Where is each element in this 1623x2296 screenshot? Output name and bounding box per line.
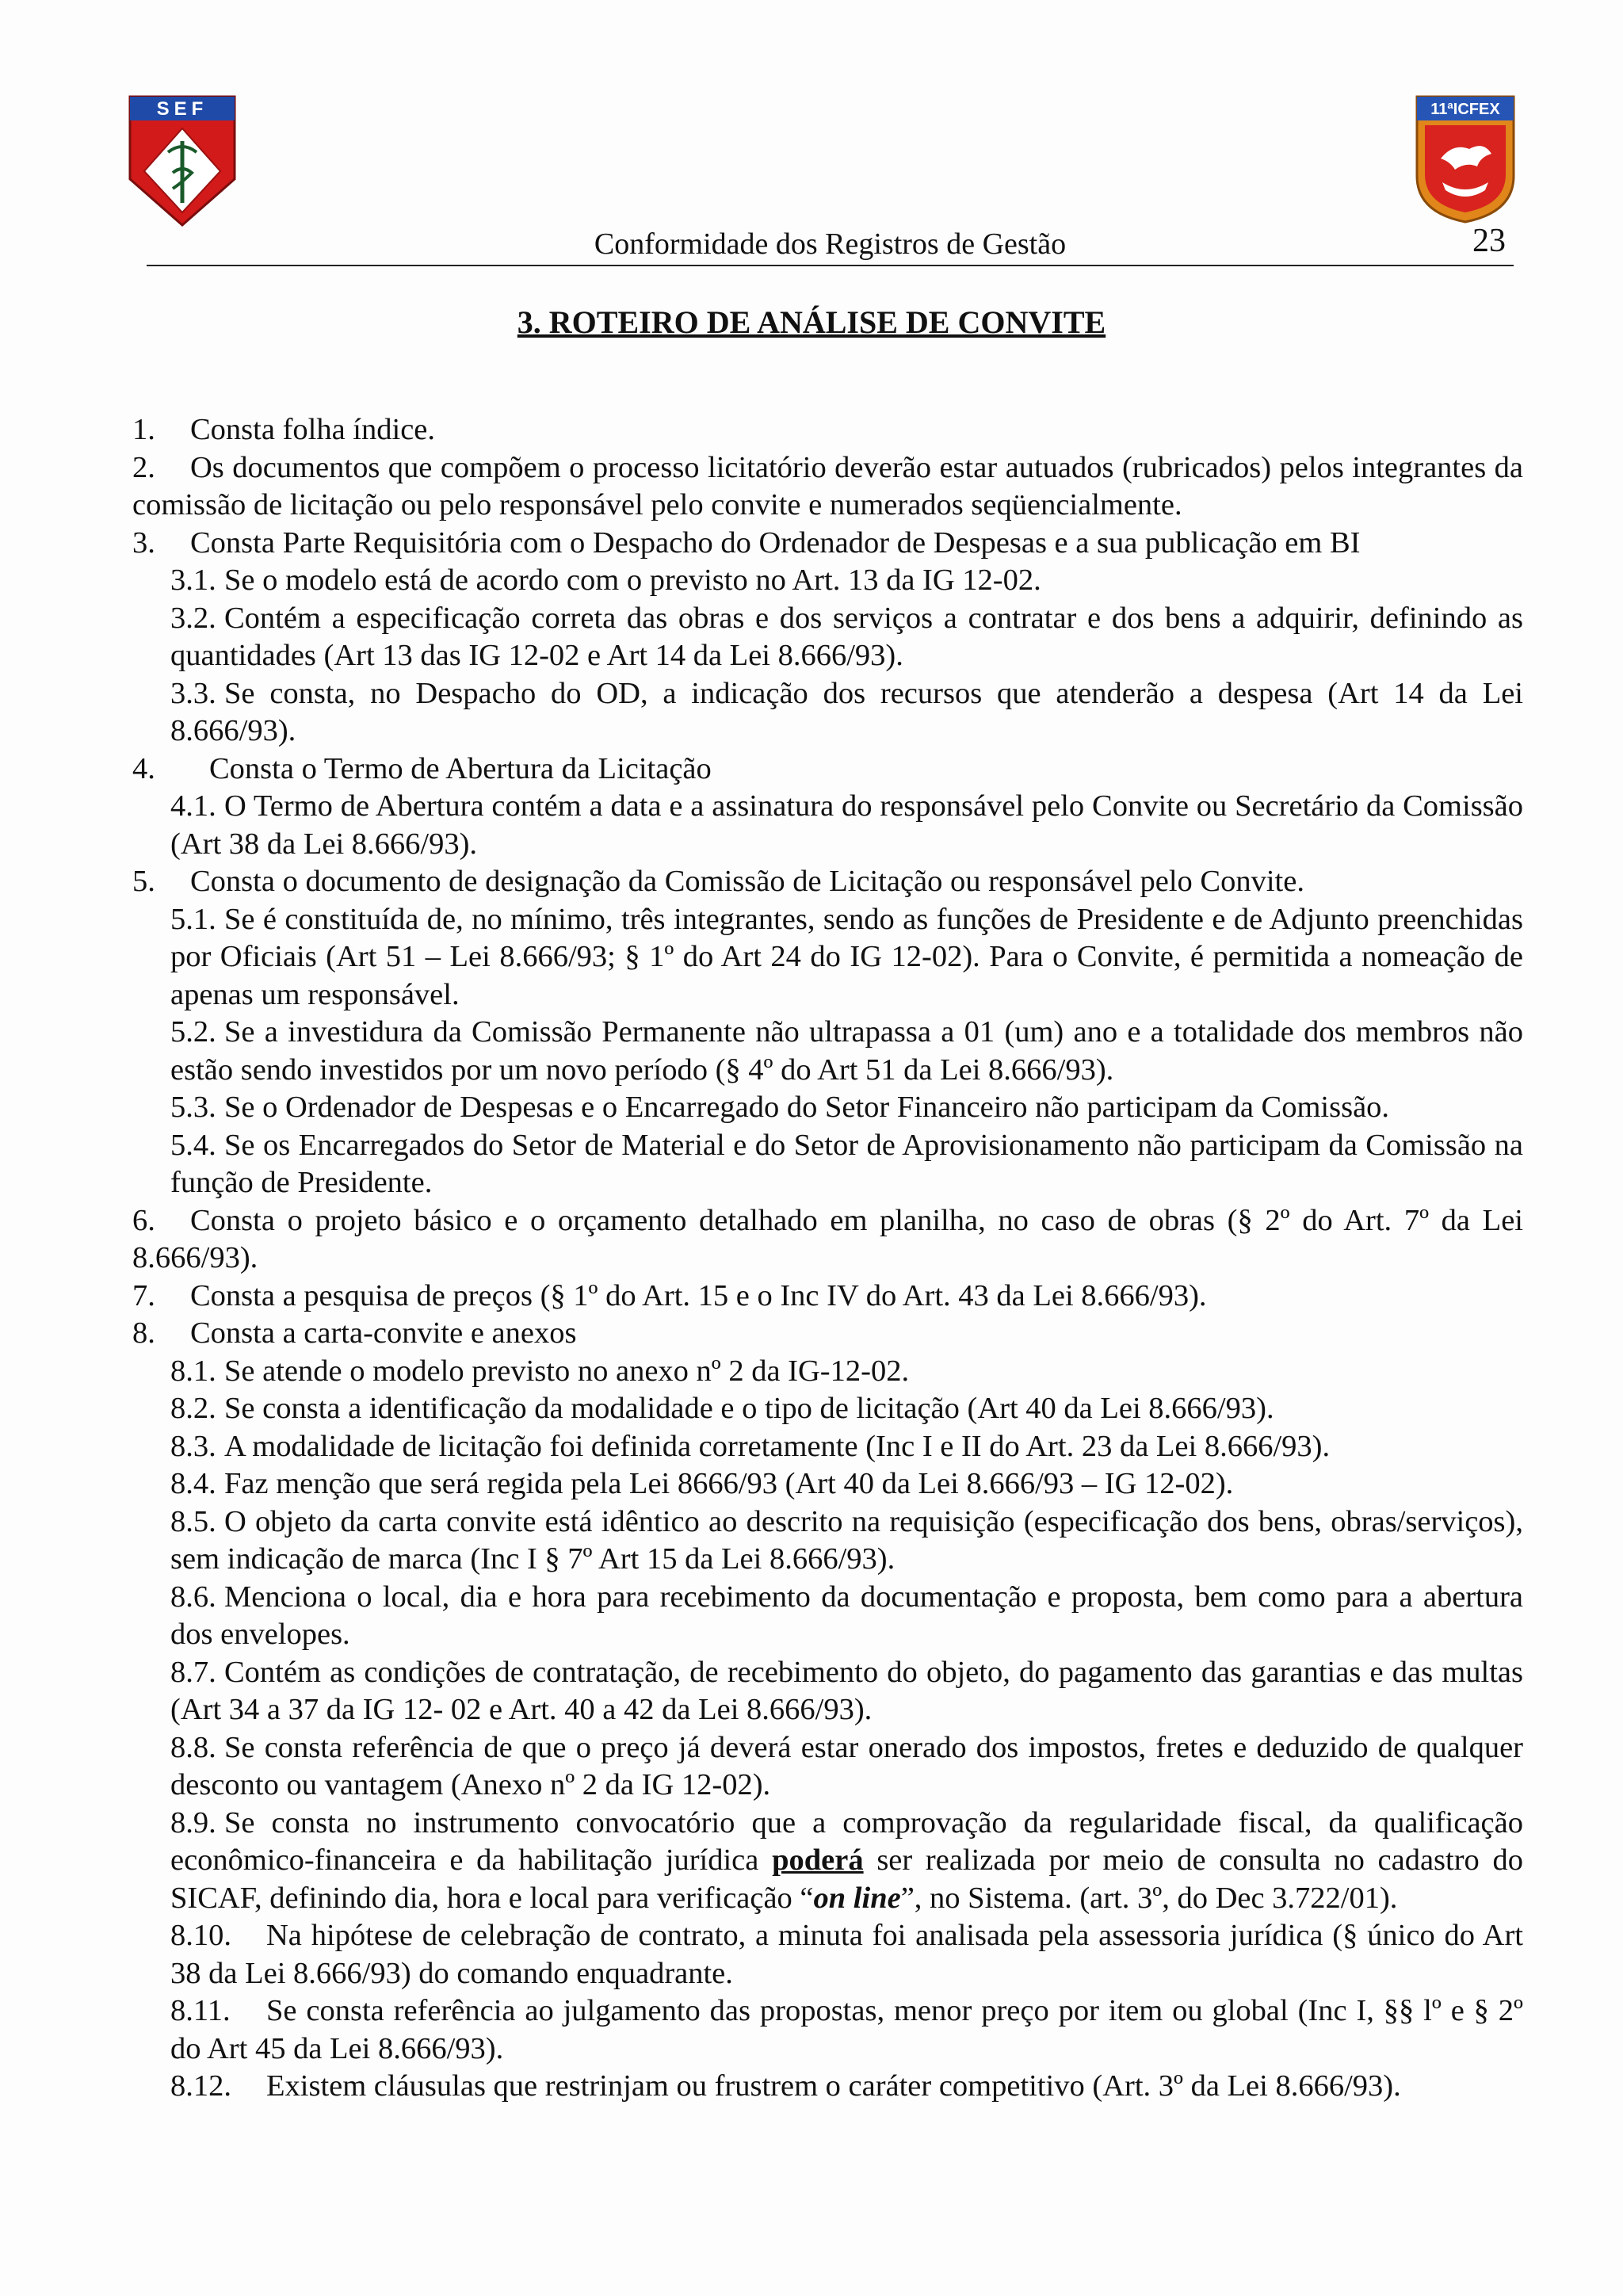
subitem-number: 3.3. — [170, 676, 216, 710]
subitem-text: Faz menção que será regida pela Lei 8666/93 (Art 40 da Lei 8.666/93 – IG 12-02). — [224, 1467, 1234, 1500]
subitem-text: Contém a especificação correta das obras e dos serviços a contratar e dos bens a adquirir, definindo as quantidades (Art 13 das IG 12-02 e Art 14 da Lei 8.666/93). — [170, 601, 1523, 672]
list-subitem — [132, 1805, 1523, 1918]
list-subitem — [132, 1917, 1523, 1992]
list-item — [132, 863, 1523, 901]
item-text: Consta o documento de designação da Comissão de Licitação ou responsável pelo Convite. — [190, 865, 1304, 898]
subitem-number: 8.12. — [170, 2069, 231, 2103]
list-subitem — [132, 1127, 1523, 1202]
subitem-text: Se os Encarregados do Setor de Material e do Setor de Aprovisionamento não participam da Comissão na função de Presidente. — [170, 1128, 1523, 1199]
list-subitem — [132, 901, 1523, 1014]
list-subitem — [132, 562, 1523, 600]
icfex-logo-text: 11ªICFEX — [1430, 101, 1500, 118]
list-subitem — [132, 1428, 1523, 1466]
item-number: 1. — [132, 413, 155, 446]
subitem-text: Se atende o modelo previsto no anexo nº 2 da IG-12-02. — [224, 1354, 910, 1388]
page-number: 23 — [1472, 223, 1506, 259]
list-subitem — [132, 1579, 1523, 1654]
emphasis-podera: poderá — [772, 1843, 864, 1877]
running-title: Conformidade dos Registros de Gestão — [594, 227, 1067, 261]
emphasis-on-line: on line — [813, 1881, 901, 1915]
list-subitem — [132, 1390, 1523, 1428]
subitem-number: 5.3. — [170, 1091, 216, 1124]
item-text: Os documentos que compõem o processo licitatório deverão estar autuados (rubricados) pelos integrantes da comissão de licitação ou pelo responsável pelo convite e numerados seqüencialmente. — [132, 450, 1523, 521]
list-subitem — [132, 1654, 1523, 1729]
item-number: 6. — [132, 1203, 155, 1237]
item-number: 5. — [132, 865, 155, 898]
item-text: Consta o Termo de Abertura da Licitação — [209, 751, 712, 785]
list-subitem — [132, 675, 1523, 751]
item-text: Consta a pesquisa de preços (§ 1º do Art. 15 e o Inc IV do Art. 43 da Lei 8.666/93). — [190, 1278, 1207, 1312]
subitem-text: Se consta referência ao julgamento das propostas, menor preço por item ou global (Inc I, §§ lº e § 2º do Art 45 da Lei 8.666/93). — [170, 1994, 1523, 2065]
subitem-text: O Termo de Abertura contém a data e a assinatura do responsável pelo Convite ou Secretário da Comissão (Art 38 da Lei 8.666/93). — [170, 789, 1523, 861]
subitem-text: Se o Ordenador de Despesas e o Encarregado do Setor Financeiro não participam da Comissão. — [224, 1091, 1390, 1124]
list-subitem — [132, 1992, 1523, 2068]
subitem-number: 4.1. — [170, 789, 216, 823]
subitem-text-a: Se consta no instrumento convocatório que a comprovação da regularidade fiscal, da qualificação econômico-financeira e da habilitação jurídica — [170, 1805, 1523, 1877]
list-item — [132, 411, 1523, 449]
subitem-text: Se a investidura da Comissão Permanente não ultrapassa a 01 (um) ano e a totalidade dos membros não estão sendo investidos por um novo período (§ 4º do Art 51 da Lei 8.666/93). — [170, 1015, 1523, 1087]
list-subitem — [132, 1014, 1523, 1089]
subitem-text: Menciona o local, dia e hora para recebimento da documentação e proposta, bem como para a abertura dos envelopes. — [170, 1580, 1523, 1651]
subitem-text: Se é constituída de, no mínimo, três integrantes, sendo as funções de Presidente e de Adjunto preenchidas por Oficiais (Art 51 – Lei 8.666/93; § 1º do Art 24 do IG 12-02). Para o Convite, é permitida a nomeação de apenas um responsável. — [170, 902, 1523, 1011]
subitem-text: Contém as condições de contratação, de recebimento do objeto, do pagamento das garantias e das multas (Art 34 a 37 da IG 12- 02 e Art. 40 a 42 da Lei 8.666/93). — [170, 1655, 1523, 1726]
list-subitem — [132, 1353, 1523, 1391]
item-number: 3. — [132, 525, 155, 560]
item-number: 7. — [132, 1278, 155, 1312]
item-number: 8. — [132, 1316, 155, 1350]
subitem-text: Se consta a identificação da modalidade e o tipo de licitação (Art 40 da Lei 8.666/93). — [224, 1392, 1274, 1425]
subitem-number: 8.7. — [170, 1655, 216, 1689]
subitem-text: A modalidade de licitação foi definida corretamente (Inc I e II do Art. 23 da Lei 8.666/93). — [224, 1429, 1331, 1463]
list-item — [132, 1202, 1523, 1278]
subitem-number: 8.8. — [170, 1730, 216, 1764]
subitem-number: 8.6. — [170, 1580, 216, 1614]
list-item — [132, 751, 1523, 789]
list-item — [132, 1278, 1523, 1316]
subitem-number: 8.9. — [170, 1805, 216, 1839]
subitem-number: 8.10. — [170, 1919, 231, 1952]
list-subitem — [132, 600, 1523, 675]
item-text: Consta o projeto básico e o orçamento detalhado em planilha, no caso de obras (§ 2º do Art. 7º da Lei 8.666/93). — [132, 1203, 1523, 1274]
sef-logo-text: SEF — [156, 98, 208, 120]
item-number: 4. — [132, 751, 155, 785]
subitem-text: Se consta, no Despacho do OD, a indicação dos recursos que atenderão a despesa (Art 14 da Lei 8.666/93). — [170, 676, 1523, 747]
item-text: Consta folha índice. — [190, 413, 435, 446]
subitem-number: 8.5. — [170, 1504, 216, 1538]
subitem-text: Existem cláusulas que restrinjam ou frustrem o caráter competitivo (Art. 3º da Lei 8.666/93). — [266, 2069, 1401, 2103]
list-subitem — [132, 1503, 1523, 1579]
list-subitem — [132, 2068, 1523, 2106]
item-text: Consta a carta-convite e anexos — [190, 1316, 577, 1350]
checklist — [132, 411, 1523, 2106]
item-text: Consta Parte Requisitória com o Despacho do Ordenador de Despesas e a sua publicação em BI — [190, 525, 1361, 560]
item-number: 2. — [132, 450, 155, 484]
icfex-logo — [1414, 94, 1517, 225]
list-subitem — [132, 1089, 1523, 1127]
subitem-text: O objeto da carta convite está idêntico ao descrito na requisição (especificação dos bens, obras/serviços), sem indicação de marca (Inc I § 7º Art 15 da Lei 8.666/93). — [170, 1504, 1523, 1576]
subitem-number: 5.1. — [170, 902, 216, 936]
sef-logo — [127, 94, 238, 228]
list-subitem — [132, 788, 1523, 863]
subitem-number: 3.2. — [170, 601, 216, 635]
subitem-number: 8.4. — [170, 1467, 216, 1500]
running-header — [147, 223, 1514, 266]
list-subitem — [132, 1729, 1523, 1805]
subitem-number: 8.11. — [170, 1994, 231, 2027]
list-item — [132, 1315, 1523, 1353]
subitem-text-e: ”, no Sistema. (art. 3º, do Dec 3.722/01). — [900, 1881, 1398, 1915]
subitem-text-c: ser realizada por meio de consulta no cadastro do SICAF, definindo dia, hora e local para verificação “ — [170, 1843, 1524, 1915]
list-item — [132, 449, 1523, 525]
subitem-number: 8.3. — [170, 1429, 216, 1463]
subitem-number: 3.1. — [170, 563, 216, 597]
section-title: 3. ROTEIRO DE ANÁLISE DE CONVITE — [517, 304, 1106, 340]
subitem-number: 8.2. — [170, 1392, 216, 1425]
list-item — [132, 525, 1523, 563]
subitem-number: 5.4. — [170, 1128, 216, 1162]
subitem-text: Na hipótese de celebração de contrato, a minuta foi analisada pela assessoria jurídica (§ único do Art 38 da Lei 8.666/93) do comando enquadrante. — [170, 1919, 1523, 1990]
list-subitem — [132, 1465, 1523, 1503]
subitem-number: 8.1. — [170, 1354, 216, 1388]
subitem-text: Se consta referência de que o preço já deverá estar onerado dos impostos, fretes e deduzido de qualquer desconto ou vantagem (Anexo nº 2 da IG 12-02). — [170, 1730, 1523, 1801]
subitem-number: 5.2. — [170, 1015, 216, 1049]
subitem-text: Se o modelo está de acordo com o previsto no Art. 13 da IG 12-02. — [224, 563, 1041, 597]
